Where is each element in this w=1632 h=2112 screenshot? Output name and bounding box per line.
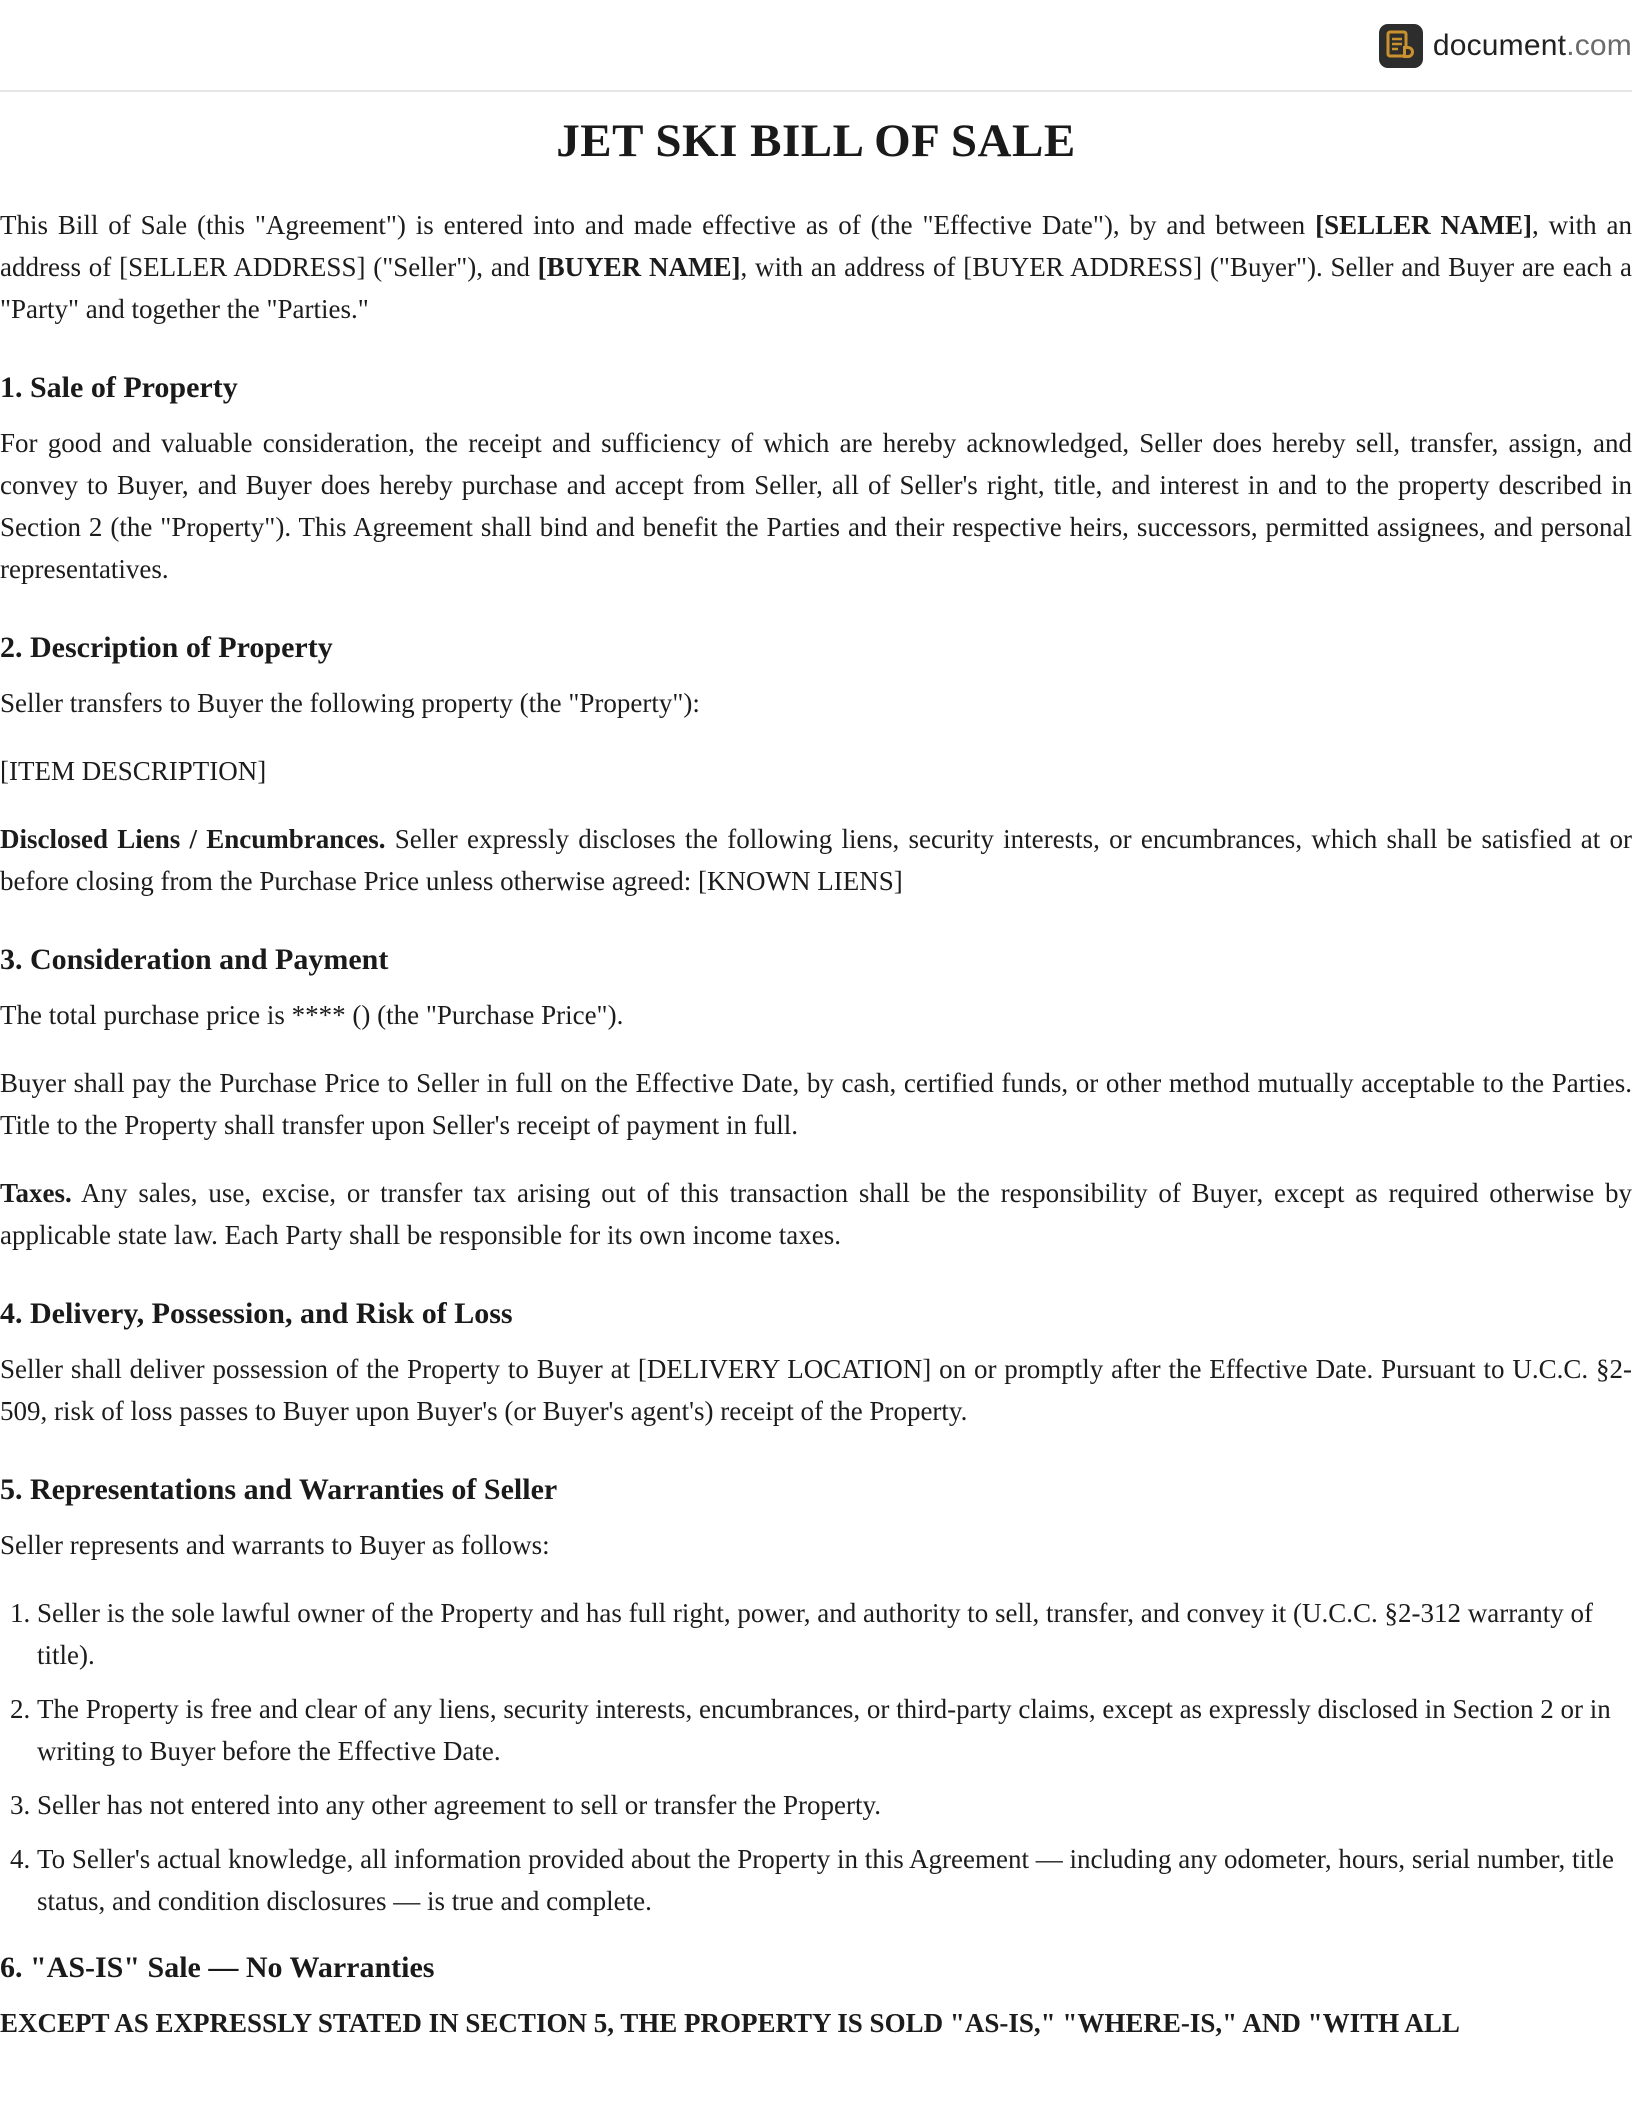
intro-paragraph (0, 204, 1632, 330)
disclosed-liens-paragraph (0, 818, 1632, 902)
taxes-label: Taxes. (0, 1178, 72, 1208)
buyer-name-placeholder: [BUYER NAME] (537, 252, 741, 282)
disclosed-liens-text: Seller expressly discloses the following liens, security interests, or encumbrances, which shall be satisfied at or before closing from the Purchase Price unless otherwise agreed: [KNOWN LIENS] (0, 824, 1632, 896)
seller-name-placeholder: [SELLER NAME] (1315, 210, 1532, 240)
brand-name (1433, 29, 1632, 63)
section-6-body: EXCEPT AS EXPRESSLY STATED IN SECTION 5, THE PROPERTY IS SOLD "AS-IS," "WHERE-IS," AND "WITH ALL (0, 2008, 1460, 2038)
list-item: 1. Seller is the sole lawful owner of the Property and has full right, power, and authority to sell, transfer, and convey it (U.C.C. §2-312 warranty of title). (37, 1592, 1632, 1676)
document-logo-icon (1379, 24, 1423, 68)
intro-text-3: , with an address of [BUYER ADDRESS] ("Buyer"). Seller and Buyer are each a "Party" and together the "Parties." (0, 252, 1632, 324)
brand-name-tld: .com (1566, 29, 1632, 62)
section-4-body: Seller shall deliver possession of the Property to Buyer at [DELIVERY LOCATION] on or promptly after the Effective Date. Pursuant to U.C.C. §2-509, risk of loss passes to Buyer upon Buyer's (or Buyer's agent's) receipt of the Property. (0, 1354, 1632, 1426)
section-6-heading: 6. "AS-IS" Sale — No Warranties (0, 1951, 435, 1984)
taxes-paragraph (0, 1172, 1632, 1256)
section-2-heading: 2. Description of Property (0, 631, 333, 664)
warranties-list (0, 1592, 1632, 1922)
list-item: 3. Seller has not entered into any other agreement to sell or transfer the Property. (37, 1784, 1632, 1826)
brand[interactable] (1379, 23, 1632, 69)
item-description-placeholder: [ITEM DESCRIPTION] (0, 756, 267, 786)
brand-name-main: document (1432, 29, 1567, 62)
section-3-heading: 3. Consideration and Payment (0, 943, 389, 976)
purchase-price-paragraph: The total purchase price is **** () (the "Purchase Price"). (0, 1000, 624, 1030)
document-title: JET SKI BILL OF SALE (556, 115, 1076, 167)
taxes-text: Any sales, use, excise, or transfer tax arising out of this transaction shall be the responsibility of Buyer, except as required otherwise by applicable state law. Each Party shall be responsible for its own income taxes. (0, 1178, 1632, 1250)
payment-paragraph: Buyer shall pay the Purchase Price to Seller in full on the Effective Date, by cash, certified funds, or other method mutually acceptable to the Parties. Title to the Property shall transfer upon Seller's receipt of payment in full. (0, 1068, 1632, 1140)
disclosed-liens-label: Disclosed Liens / Encumbrances. (0, 824, 386, 854)
top-bar (0, 0, 1632, 92)
section-5-intro: Seller represents and warrants to Buyer as follows: (0, 1530, 550, 1560)
list-item: 4. To Seller's actual knowledge, all information provided about the Property in this Agreement — including any odometer, hours, serial number, title status, and condition disclosures — is true and complete. (37, 1838, 1632, 1922)
section-1-heading: 1. Sale of Property (0, 371, 238, 404)
document-body (0, 92, 1632, 2044)
intro-text-1: This Bill of Sale (this "Agreement") is entered into and made effective as of (the "Effective Date"), by and between (0, 210, 1316, 240)
section-2-paragraph-1: Seller transfers to Buyer the following property (the "Property"): (0, 688, 700, 718)
section-4-heading: 4. Delivery, Possession, and Risk of Loss (0, 1297, 513, 1330)
section-1-body: For good and valuable consideration, the receipt and sufficiency of which are hereby acknowledged, Seller does hereby sell, transfer, assign, and convey to Buyer, and Buyer does hereby purchase and accept from Seller, all of Seller's right, title, and interest in and to the property described in Section 2 (the "Property"). This Agreement shall bind and benefit the Parties and their respective heirs, successors, permitted assignees, and personal representatives. (0, 428, 1632, 584)
section-5-heading: 5. Representations and Warranties of Seller (0, 1473, 558, 1506)
list-item: 2. The Property is free and clear of any liens, security interests, encumbrances, or third-party claims, except as expressly disclosed in Section 2 or in writing to Buyer before the Effective Date. (37, 1688, 1632, 1772)
intro-text-2: , with an address of [SELLER ADDRESS] ("Seller"), and (0, 210, 1632, 282)
